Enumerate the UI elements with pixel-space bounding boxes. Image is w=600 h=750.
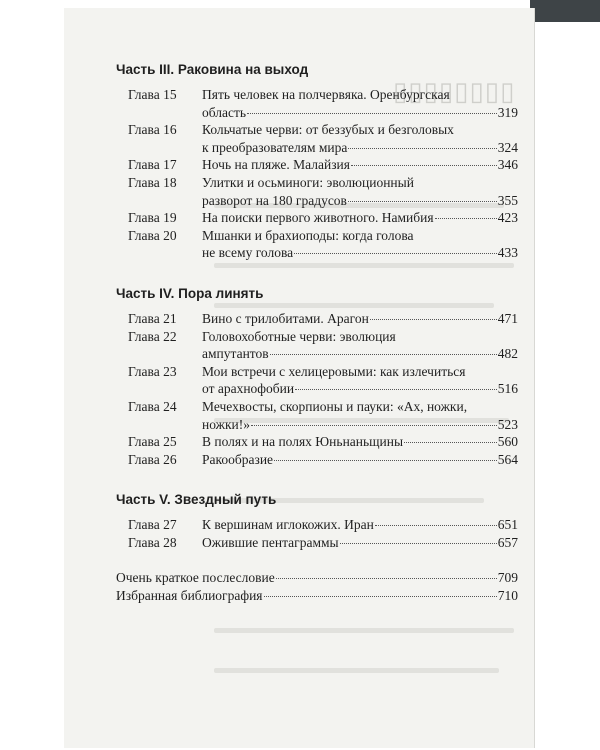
toc-entry	[116, 310, 518, 328]
page-number: 560	[497, 434, 518, 450]
page-number: 319	[497, 104, 518, 120]
chapter-label: Глава 27	[128, 517, 177, 533]
chapter-label: Глава 28	[128, 534, 177, 550]
chapter-title-line: Ракообразие	[202, 451, 274, 467]
dot-leader	[348, 201, 497, 202]
chapter-title-line: не всему голова	[202, 245, 294, 261]
toc-entry	[116, 534, 518, 552]
page-number: 423	[497, 210, 518, 226]
toc-entry	[116, 227, 518, 262]
chapter-title-line: Кольчатые черви: от беззубых и безголовых	[202, 122, 454, 138]
page-number: 346	[497, 157, 518, 173]
part-heading: Часть IV. Пора линять	[116, 285, 264, 301]
chapter-title-line: Мои встречи с хелицеровыми: как излечиться	[202, 363, 466, 379]
page-number: 709	[497, 570, 518, 586]
page-number: 651	[497, 517, 518, 533]
page-number: 710	[497, 588, 518, 604]
chapter-label: Глава 26	[128, 451, 177, 467]
chapter-title-line: разворот на 180 градусов	[202, 192, 347, 208]
chapter-label: Глава 17	[128, 157, 177, 173]
chapter-label: Глава 16	[128, 122, 177, 138]
chapter-title-line: от арахнофобии	[202, 381, 295, 397]
toc-entry	[116, 328, 518, 363]
page-number: 355	[497, 192, 518, 208]
toc-entry	[116, 209, 518, 227]
dot-leader	[348, 148, 496, 149]
page-number: 482	[497, 346, 518, 362]
chapter-label: Глава 18	[128, 174, 177, 190]
chapter-title-line: Мечехвосты, скорпионы и пауки: «Ах, ножки,	[202, 398, 468, 414]
afterword-title: Очень краткое послесловие	[116, 570, 275, 586]
part-heading: Часть V. Звездный путь	[116, 492, 277, 508]
page-number: 523	[497, 416, 518, 432]
chapter-title-line: Ожившие пентаграммы	[202, 534, 339, 550]
toc-entry	[116, 86, 518, 121]
dot-leader	[340, 543, 497, 544]
chapter-label: Глава 23	[128, 363, 177, 379]
chapter-title-line: область	[202, 104, 247, 120]
dot-leader	[264, 596, 497, 597]
chapter-title-line: Улитки и осьминоги: эволюционный	[202, 174, 414, 190]
dot-leader	[247, 113, 497, 114]
table-of-contents	[116, 62, 518, 605]
dot-leader	[375, 525, 497, 526]
toc-entry	[116, 363, 518, 398]
chapter-label: Глава 19	[128, 210, 177, 226]
chapter-label: Глава 21	[128, 310, 177, 326]
chapter-title-line: Головохоботные черви: эволюция	[202, 328, 396, 344]
chapter-label: Глава 15	[128, 87, 177, 102]
chapter-title-line: к преобразователям мира	[202, 139, 348, 155]
chapter-title-line: Пять человек на полчервяка. Оренбургская	[202, 87, 450, 102]
dot-leader	[295, 389, 497, 390]
chapter-title-line: К вершинам иглокожих. Иран	[202, 517, 374, 533]
chapter-label: Глава 22	[128, 328, 177, 344]
toc-entry	[116, 516, 518, 534]
chapter-title-line: ножки!»	[202, 416, 250, 432]
cover-edge	[530, 0, 600, 22]
page-number: 433	[497, 245, 518, 261]
toc-entry	[116, 174, 518, 209]
toc-entry	[116, 156, 518, 174]
chapter-title-line: Ночь на пляже. Малайзия	[202, 157, 350, 173]
dot-leader	[404, 442, 497, 443]
toc-entry	[116, 451, 518, 469]
dot-leader	[435, 218, 497, 219]
bibliography-title: Избранная библиография	[116, 588, 263, 604]
toc-entry	[116, 121, 518, 156]
toc-entry	[116, 398, 518, 433]
dot-leader	[351, 165, 497, 166]
dot-leader	[251, 425, 497, 426]
dot-leader	[370, 319, 497, 320]
chapter-title-line: В полях и на полях Юньнаньщины	[202, 434, 404, 450]
chapter-label: Глава 25	[128, 434, 177, 450]
chapter-title-line: Мшанки и брахиоподы: когда голова	[202, 227, 414, 243]
dot-leader	[274, 460, 497, 461]
chapter-title-line: Вино с трилобитами. Арагон	[202, 310, 369, 326]
toc-entry	[116, 433, 518, 451]
toc-entry	[116, 569, 518, 587]
show-through-heading: ▯▯▯▯▯▯▯▯	[391, 76, 514, 106]
chapter-label: Глава 20	[128, 227, 177, 243]
dot-leader	[294, 253, 497, 254]
dot-leader	[276, 578, 497, 579]
toc-entry	[116, 587, 518, 605]
show-through-line	[214, 668, 499, 673]
part-heading: Часть III. Раковина на выход	[116, 62, 309, 77]
page-number: 657	[497, 534, 518, 550]
chapter-label: Глава 24	[128, 398, 177, 414]
chapter-title-line: ампутантов	[202, 346, 269, 362]
chapter-title-line: На поиски первого животного. Намибия	[202, 210, 434, 226]
page-number: 324	[497, 139, 518, 155]
page-number: 564	[497, 451, 518, 467]
dot-leader	[270, 354, 497, 355]
show-through-line	[214, 628, 514, 633]
page-number: 516	[497, 381, 518, 397]
page-number: 471	[497, 310, 518, 326]
